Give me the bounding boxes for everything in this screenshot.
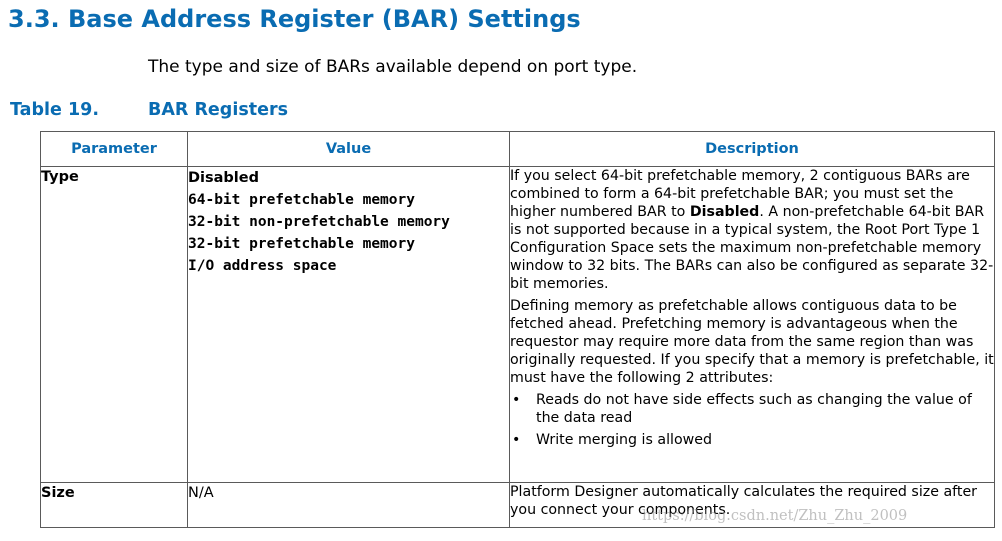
value-options-cell [188, 167, 510, 483]
watermark-text: https://blog.csdn.net/Zhu_Zhu_2009 [642, 508, 908, 524]
list-item [510, 391, 994, 427]
bullet-icon: • [512, 392, 521, 408]
header-description: Description [510, 132, 995, 167]
header-parameter: Parameter [41, 132, 188, 167]
description-text: If you select 64-bit prefetchable memory, 2 contiguous BARs are combined to form a 64-bit prefetchable BAR; you must set the higher numbered BAR to [510, 168, 970, 220]
description-paragraph [510, 167, 994, 293]
table-number: Table 19. [10, 100, 99, 120]
table-row [41, 483, 995, 528]
parameter-cell: Type [41, 167, 188, 483]
attribute-list [510, 391, 994, 449]
bar-registers-table [40, 131, 995, 528]
value-option: I/O address space [188, 258, 337, 274]
bullet-icon: • [512, 432, 521, 448]
list-item-text: Write merging is allowed [536, 432, 712, 448]
value-option: 32-bit prefetchable memory [188, 236, 415, 252]
value-option: Disabled [188, 170, 259, 186]
table-header-row [41, 132, 995, 167]
description-cell [510, 167, 995, 483]
value-option: 64-bit prefetchable memory [188, 192, 415, 208]
parameter-cell: Size [41, 483, 188, 528]
table-row [41, 167, 995, 483]
table-name: BAR Registers [148, 100, 289, 120]
list-item-text: Reads do not have side effects such as changing the value of the data read [536, 392, 972, 426]
value-cell: N/A [188, 483, 510, 528]
list-item [510, 431, 994, 449]
description-text: . A non-prefetchable 64-bit BAR is not supported because in a typical system, the Root Port Type 1 Configuration Space sets the maximum non-prefetchable memory window to 32 bits. The BARs can also be configured as separate 32-bit memories. [510, 204, 994, 292]
intro-text: The type and size of BARs available depend on port type. [148, 57, 638, 77]
description-cell: Platform Designer automatically calculates the required size after you connect your components. [510, 483, 995, 528]
header-value: Value [188, 132, 510, 167]
value-option: 32-bit non-prefetchable memory [188, 214, 450, 230]
description-paragraph: Defining memory as prefetchable allows contiguous data to be fetched ahead. Prefetching memory is advantageous when the requestor may require more data from the same region than was originally requested. If you specify that a memory is prefetchable, it must have the following 2 attributes: [510, 298, 994, 386]
description-bold-term: Disabled [689, 204, 760, 220]
section-title: 3.3. Base Address Register (BAR) Settings [8, 5, 581, 33]
